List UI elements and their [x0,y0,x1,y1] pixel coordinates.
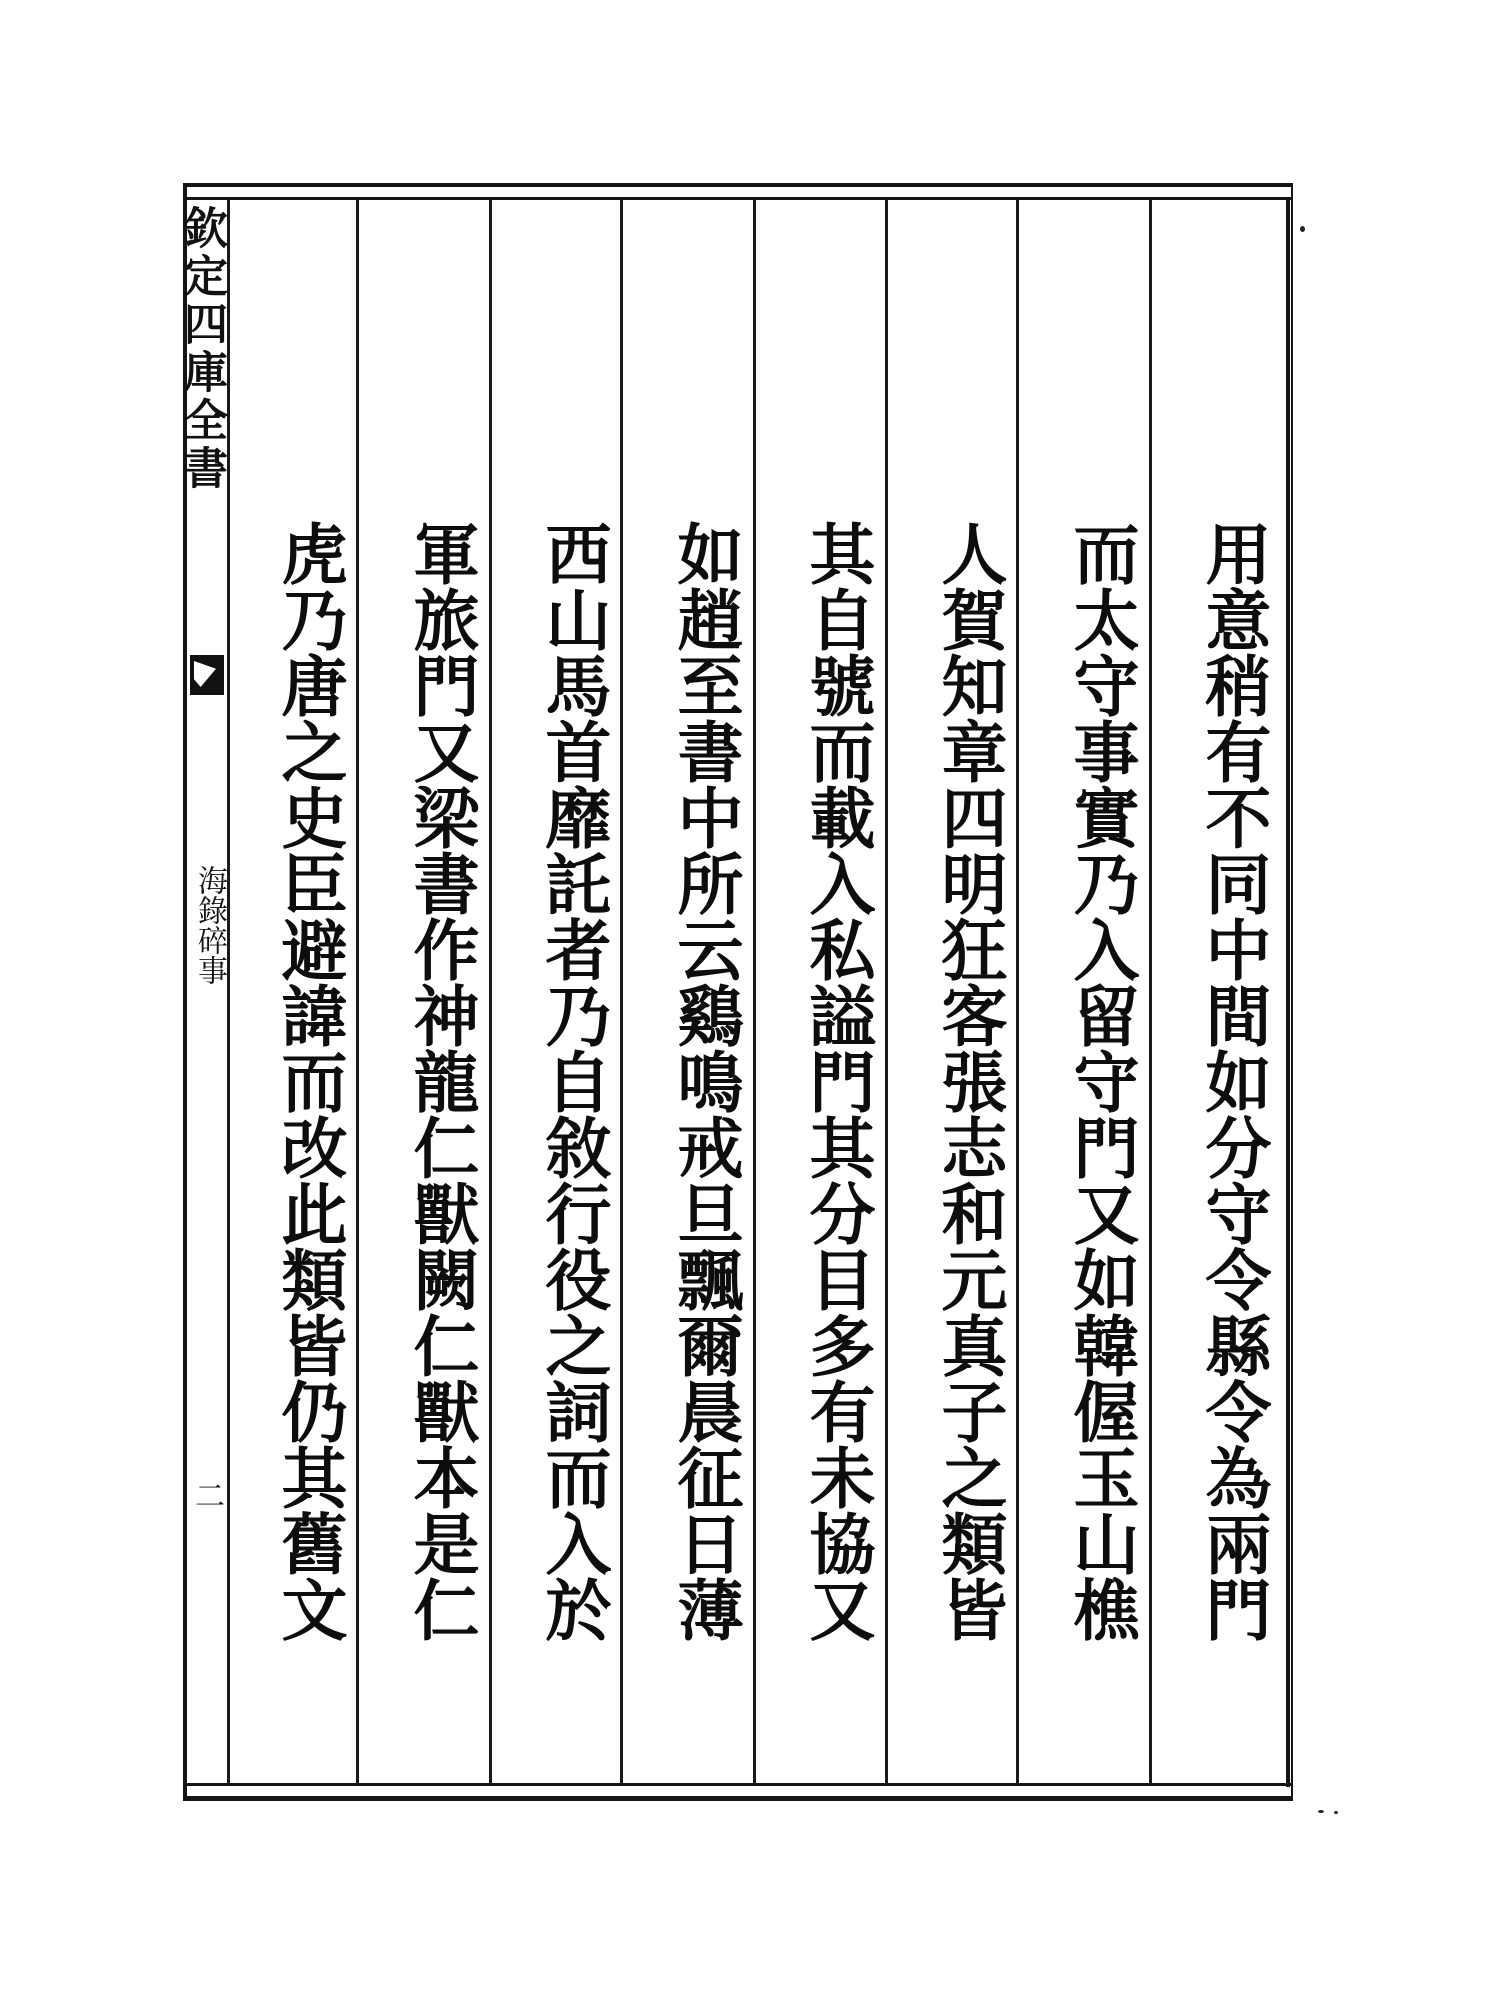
frame-bottom-outer-rule [183,1796,1291,1801]
text-column-3: 人賀知章四明狂客張志和元真子之類皆 [930,520,1008,1642]
page-number: 二 [189,1480,224,1510]
column-divider [620,200,623,1784]
frame-right-rule [1286,197,1290,1787]
text-column-6: 西山馬首靡託者乃自敘行役之詞而入於 [534,520,612,1642]
text-column-4: 其自號而載入私謚門其分目多有未協又 [798,520,876,1642]
frame-top-inner-rule [183,197,1291,200]
column-divider [753,200,756,1784]
column-divider [885,200,888,1784]
scan-speck [1318,1810,1324,1813]
column-divider [1016,200,1019,1784]
text-column-8: 虎乃唐之史臣避諱而改此類皆仍其舊文 [270,520,348,1642]
column-divider [1149,200,1152,1784]
frame-top-outer-rule [183,183,1291,187]
frame-bottom-inner-rule [183,1783,1291,1786]
collection-title: 欽定四庫全書 [176,205,227,493]
text-column-2: 而太守事實乃入留守門又如韓偓玉山樵 [1062,520,1140,1642]
text-column-1: 用意稍有不同中間如分守令縣令為兩門 [1194,520,1272,1642]
text-column-7: 軍旅門又梁書作神龍仁獸闕仁獸本是仁 [402,520,480,1642]
column-divider [356,200,359,1784]
text-column-5: 如趙至書中所云鷄鳴戒旦飄爾晨征日薄 [666,520,744,1642]
scan-speck [1300,226,1305,232]
column-divider [489,200,492,1784]
frame-right-outer-rule [1291,183,1293,1801]
fish-tail-mark-icon [190,655,224,695]
scan-speck [1334,1811,1338,1814]
book-title: 海錄碎事 [192,865,227,985]
